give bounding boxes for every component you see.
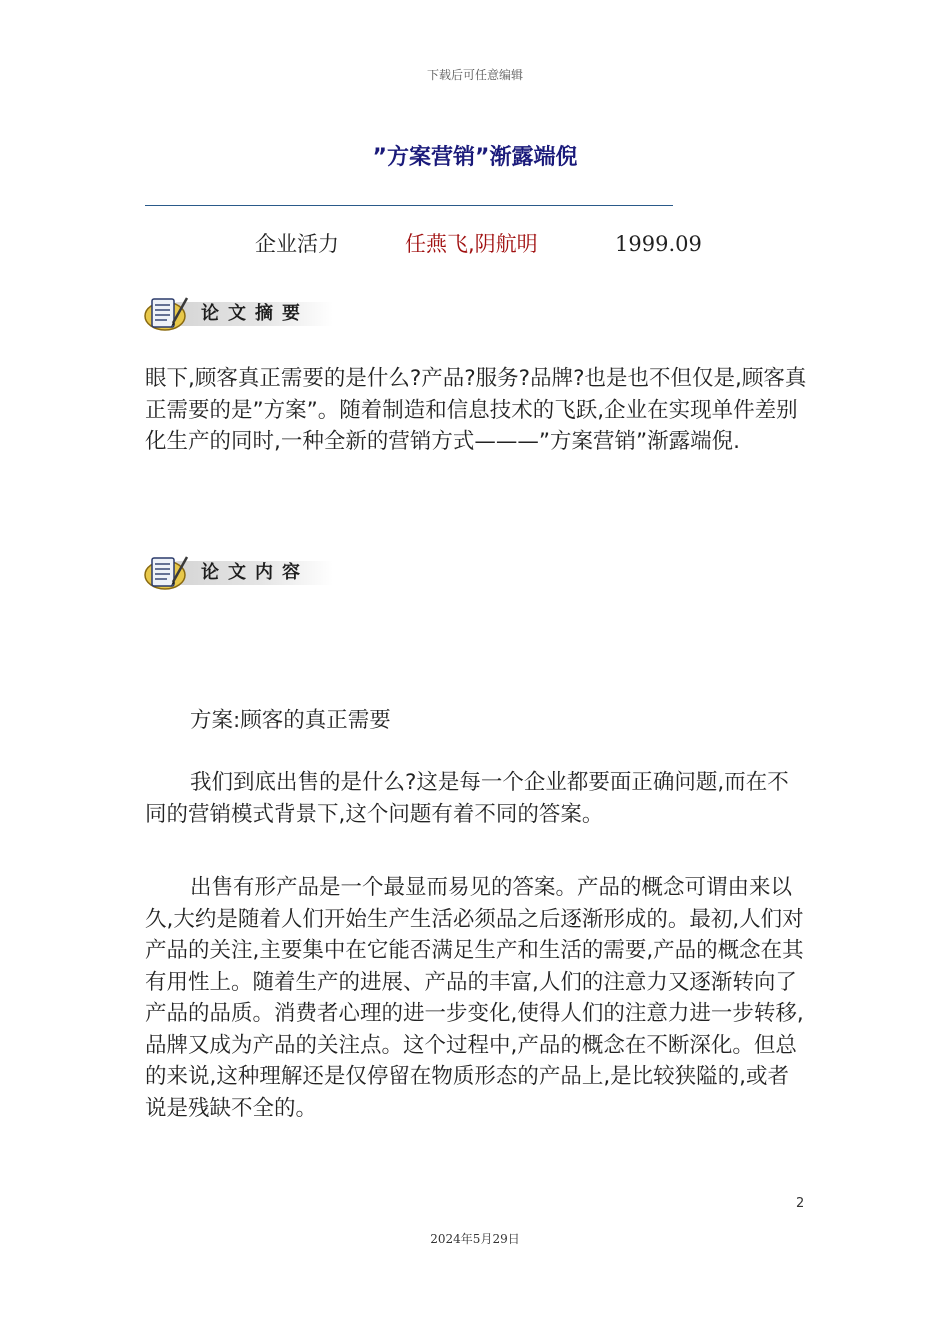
page-number: 2 xyxy=(796,1196,805,1211)
notepad-pen-icon xyxy=(143,292,191,334)
footer-date: 2024年5月29日 xyxy=(430,1232,520,1246)
content-section-badge xyxy=(143,551,333,593)
content-section-label: 论文内容 xyxy=(201,562,309,583)
abstract-section-label: 论文摘要 xyxy=(201,303,309,324)
title-divider xyxy=(145,205,673,206)
article-title: ”方案营销”渐露端倪 xyxy=(372,145,578,170)
abstract-section-badge xyxy=(143,292,333,334)
content-paragraph: 我们到底出售的是什么?这是每一个企业都要面正确问题,而在不同的营销模式背景下,这个问题有着不同的答案。 xyxy=(145,770,789,827)
notepad-pen-icon xyxy=(143,551,191,593)
abstract-paragraph: 眼下,顾客真正需要的是什么?产品?服务?品牌?也是也不但仅是,顾客真正需要的是”方案”。随着制造和信息技术的飞跃,企业在实现单件差别化生产的同时,一种全新的营销方式———”方案营销”渐露端倪. xyxy=(145,366,807,454)
article-authors: 任燕飞,阴航明 xyxy=(405,232,538,256)
article-source: 企业活力 xyxy=(255,232,339,256)
article-date: 1999.09 xyxy=(615,232,702,256)
header-note: 下载后可任意编辑 xyxy=(426,68,523,82)
content-subheading: 方案:顾客的真正需要 xyxy=(190,708,391,733)
content-paragraph: 出售有形产品是一个最显而易见的答案。产品的概念可谓由来以久,大约是随着人们开始生产生活必须品之后逐渐形成的。最初,人们对产品的关注,主要集中在它能否满足生产和生活的需要,产品的概念在其有用性上。随着生产的进展、产品的丰富,人们的注意力又逐渐转向了产品的品质。消费者心理的进一步变化,使得人们的注意力进一步转移,品牌又成为产品的关注点。这个过程中,产品的概念在不断深化。但总的来说,这种理解还是仅停留在物质形态的产品上,是比较狭隘的,或者说是残缺不全的。 xyxy=(145,875,804,1121)
